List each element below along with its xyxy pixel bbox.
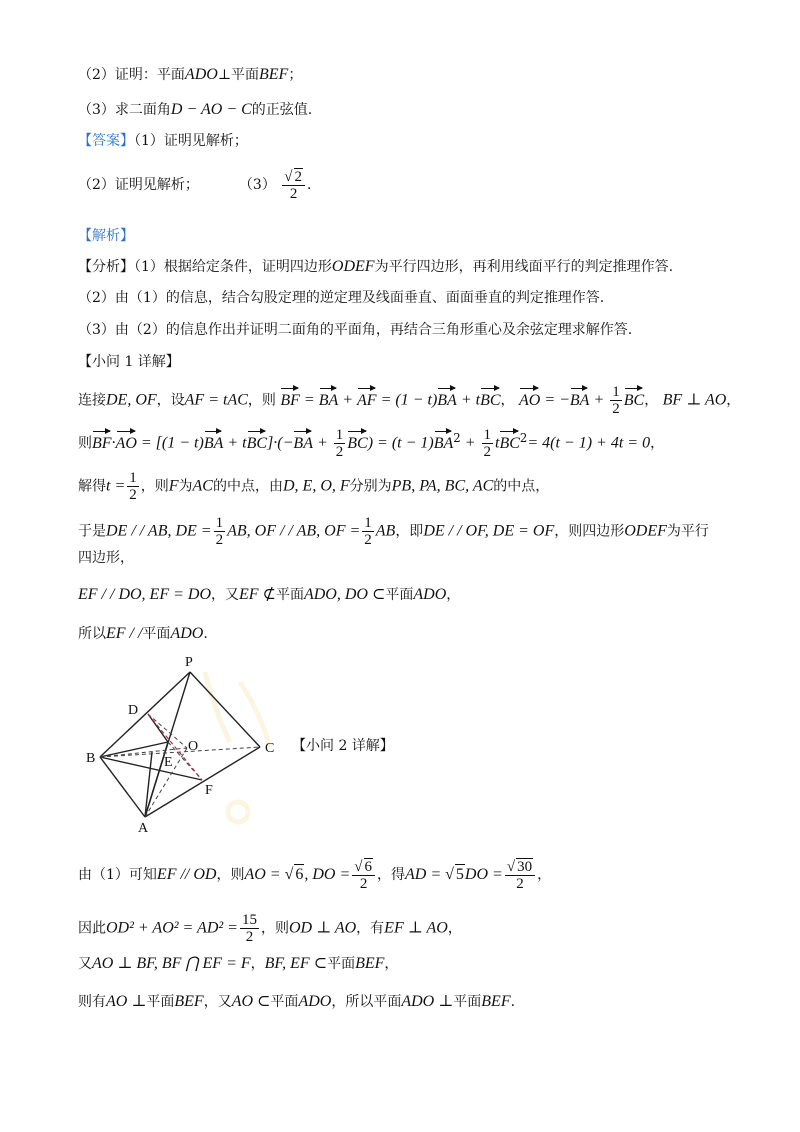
sub2-row-2: 因此OD² + AO² = AD² = $\frac{15}{2}$ ，则OD ⊥ AO，有EF ⊥ AO， <box>78 912 462 945</box>
sub1-row-1: 连接DE, OF，设AF = tAC，则 BF = BA + AF = (1 − t)BA + tBC， AO = −BA + $\frac{1}{2}$ BC， BF ⊥ AO， <box>78 384 741 417</box>
question-2: （2）证明：平面ADO⊥平面BEF； <box>78 66 303 83</box>
sub2-row-4: 则有AO ⊥平面BEF，又AO ⊂平面ADO，所以平面ADO ⊥平面BEF. <box>78 993 516 1010</box>
label-B: B <box>86 751 96 766</box>
fenxi-line-2: （2）由（1）的信息，结合勾股定理的逆定理及线面垂直、面面垂直的判定推理作答. <box>78 290 605 306</box>
sub1-row-6: EF / / DO, EF = DO，又EF ⊄平面ADO, DO ⊂平面ADO， <box>78 586 461 603</box>
label-C: C <box>265 741 275 756</box>
answer-tag: 【答案】 <box>78 133 134 149</box>
sub1-title: 【小问 1 详解】 <box>78 354 180 370</box>
sub1-row-3: 解得t = $\frac{1}{2}$ ，则F为AC的中点，由D, E, O, F分别为PB, PA, BC, AC的中点， <box>78 470 550 503</box>
sub1-row-2: 则BF·AO = [(1 − t)BA + tBC]·(−BA + $\frac{1}{2}$ $BC) = (t - 1)BA^2$ + $\frac{1}{2}$ tBC$^2$= 4(t − 1) + 4t = 0， <box>78 427 665 460</box>
label-P: P <box>185 655 193 670</box>
question-3: （3）求二面角D − AO − C的正弦值. <box>78 101 313 118</box>
sub1-row-5: 四边形， <box>78 550 134 566</box>
label-O: O <box>188 739 199 754</box>
solid-edges <box>100 672 260 817</box>
sub1-row-7: 所以EF / /平面ADO. <box>78 625 208 642</box>
label-F: F <box>205 783 213 798</box>
answer-line-1: 【答案】（1）证明见解析； <box>78 133 248 149</box>
sub2-title: 【小问 2 详解】 <box>292 738 394 754</box>
watermark <box>205 672 270 822</box>
label-A: A <box>138 821 149 836</box>
fenxi-line-1: 【分析】（1）根据给定条件，证明四边形ODEF为平行四边形，再利用线面平行的判定推理作答. <box>78 258 674 275</box>
label-E: E <box>164 755 173 770</box>
analysis-tag: 【解析】 <box>78 228 134 244</box>
sub1-row-4: 于是DE / / AB, DE = $\frac{1}{2}$ AB, OF / / AB, OF = $\frac{1}{2}$ AB，即DE / / OF, DE = OF，则四边形ODEF为平行 <box>78 515 709 548</box>
sub2-row-3: 又AO ⊥ BF, BF ⋂ EF = F，BF, EF ⊂平面BEF， <box>78 955 399 972</box>
answer-fraction: $\frac{√ 2}{2}$ <box>282 168 305 202</box>
pyramid-diagram <box>86 652 290 836</box>
answer-line-2: （2）证明见解析； （3） $\frac{√ 2}{2}$ . <box>78 169 312 202</box>
label-D: D <box>128 703 139 718</box>
fenxi-line-3: （3）由（2）的信息作出并证明二面角的平面角，再结合三角形重心及余弦定理求解作答. <box>78 322 633 338</box>
sub2-row-1: 由（1）可知EF // OD，则AO = √ 6, DO = $\frac{√ 6}{2}$ ，得AD = √ 5DO = $\frac{√ 30}{2}$ ， <box>78 859 552 892</box>
